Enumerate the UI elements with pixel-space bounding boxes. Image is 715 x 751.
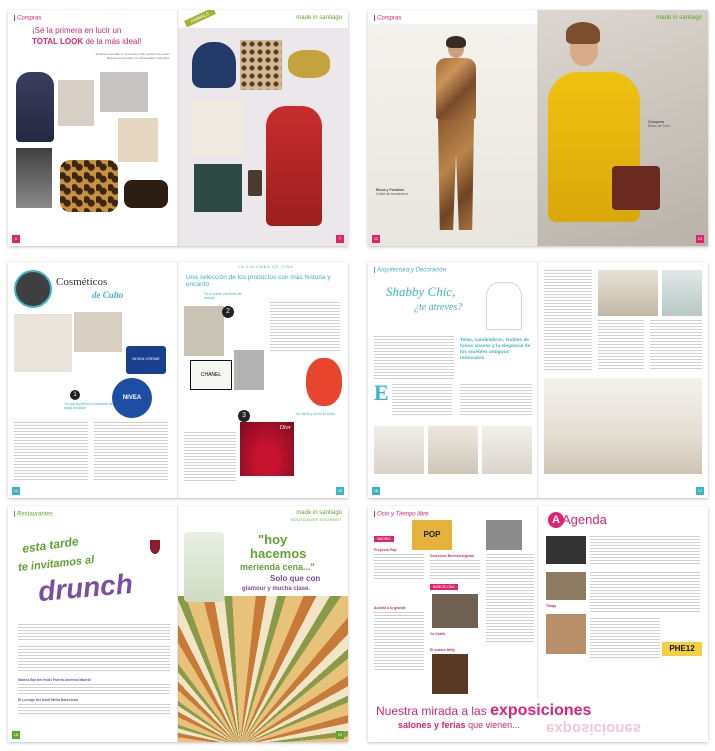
item-1-text	[374, 554, 424, 580]
page-number: 16	[373, 488, 379, 493]
headline-1: esta tarde	[21, 534, 80, 556]
body-text-col3	[544, 270, 592, 370]
red-eagle-dress-photo	[266, 106, 322, 226]
section-label: Compras	[14, 15, 41, 22]
intro-text	[18, 624, 170, 640]
headline-line1: ¡Sé la primera en lucir un	[32, 26, 122, 35]
dress-photo	[16, 72, 54, 142]
exhibit-photo-2	[546, 572, 586, 600]
skull-painting	[432, 654, 468, 694]
subtitle: Una selección de los productos con más historia y encanto	[186, 274, 331, 288]
spread1-right-page	[178, 10, 348, 246]
exhibit-photo-1	[546, 536, 586, 564]
brand-label: made in santiago	[296, 510, 342, 516]
banner-line2: salones y ferias que vienen...	[398, 720, 520, 730]
shoes-photo	[124, 180, 168, 208]
spread3-left-page	[8, 262, 178, 498]
venue-2: El Lounge del hotel Melia Barcelona	[18, 698, 78, 702]
quote-line-2: hacemos	[250, 546, 307, 561]
caption-left: Blusa y Pantalón Collar de Accesorize	[376, 188, 408, 196]
column-header: LA COLUMNA DE GINA	[238, 265, 294, 269]
section-label: Restaurantes	[14, 511, 53, 518]
page-number: 7	[336, 235, 344, 243]
drop-cap: E	[374, 380, 389, 405]
gutter-shadow	[537, 10, 539, 246]
page-number: 14	[13, 488, 19, 493]
room-photo-3	[482, 426, 532, 474]
quote-line-1: "hoy	[258, 532, 288, 547]
model-hair	[566, 22, 600, 44]
paisley-blouse	[436, 58, 476, 120]
chanel-bottle	[190, 360, 232, 390]
body-text	[18, 646, 170, 672]
badge-2: 2	[222, 306, 234, 318]
page-number: 15	[337, 488, 343, 493]
spread5-right-page	[178, 506, 348, 742]
dior-label: Dior	[279, 425, 291, 431]
owl-bag-photo	[192, 42, 236, 88]
chanel-label: CHANEL	[200, 372, 222, 378]
item-2-text	[430, 560, 480, 580]
elephant-necklace-photo	[288, 50, 330, 78]
spread-agenda-exposiciones	[368, 506, 708, 742]
intro-text	[374, 336, 454, 380]
badge-1: 1	[70, 390, 80, 400]
skirt-photo	[16, 148, 52, 208]
badge-3: 3	[238, 410, 250, 422]
chanel-portrait	[234, 350, 264, 390]
spread-compras-total-look	[8, 10, 348, 246]
garnish-photo	[184, 532, 224, 602]
headline-2: te invitamos al	[17, 554, 95, 574]
item-2: Colección Bermejoregister	[430, 554, 475, 558]
spread-restaurantes-drunch	[8, 506, 348, 742]
intro-text: Sedimos a la calle en busca del outfit perfecto de otoño. Buscamos prendas con estampados originales.	[95, 52, 170, 60]
title-line2: ¿te atreves?	[414, 302, 463, 313]
quote-line-3: merienda cena..."	[240, 562, 315, 572]
model-hair	[446, 36, 466, 48]
title-line1: Shabby Chic,	[386, 284, 456, 299]
brand-sub: NOVEDADES GOURMET	[290, 518, 342, 522]
portrait-circle	[14, 270, 52, 308]
spread-cosmeticos-de-culto	[8, 262, 348, 498]
page-number: 17	[697, 488, 703, 493]
agenda-text-2	[590, 572, 700, 612]
shirt-photo	[118, 118, 158, 162]
nivea-tin-label: NIVEA CREME	[132, 356, 160, 361]
phe12-logo: PHE12	[662, 642, 702, 656]
exposiciones-banner	[368, 698, 708, 742]
nivea-round-label: NIVEA	[122, 395, 142, 401]
leopard-bag-photo	[60, 160, 118, 212]
vintage-ad-collage	[14, 314, 72, 372]
quote-2: Un labial y va en el fondo	[296, 412, 336, 416]
room-photo-1	[374, 426, 424, 474]
spread4-right-page	[538, 262, 708, 498]
room-photo-2	[428, 426, 478, 474]
item-3-text	[374, 612, 424, 672]
sweater-photo	[100, 72, 148, 112]
madrid-label: MADRID	[374, 536, 394, 542]
nivea-tin	[126, 346, 166, 374]
gutter-shadow	[177, 506, 179, 742]
bw-photo-1	[486, 520, 522, 550]
body-text-col1	[392, 384, 452, 416]
animals-tag: ANIMALS	[184, 10, 216, 27]
page-number: 18	[13, 732, 19, 737]
gutter-shadow	[537, 262, 539, 498]
item-5: El cráneo Helly	[430, 648, 456, 652]
title-main: Cosméticos	[56, 276, 108, 288]
chair-sketch	[486, 282, 522, 330]
quote-1: Tu el primer perfume del mundo	[204, 292, 242, 300]
section-label: Ocio y Tiempo libre	[374, 511, 429, 518]
body-text-col4	[184, 432, 236, 482]
red-hair-illustration	[306, 358, 342, 406]
headline-3: drunch	[36, 567, 135, 608]
quote-line-4: Solo que con	[270, 574, 321, 583]
body-text-col1	[14, 422, 88, 482]
sphinx-poster	[184, 306, 224, 356]
dior-lipstick-photo	[240, 422, 294, 476]
spread4-left-page	[368, 262, 538, 498]
title-script: de Culto	[92, 290, 124, 300]
vintage-ad-2	[74, 312, 122, 352]
brand-label: made in santiago	[296, 15, 342, 21]
quote-line-5: glamour y mucha clase.	[242, 586, 311, 592]
exhibit-photo-3	[546, 614, 586, 654]
caption-right: Chaqueta Bolso de Tous	[648, 120, 670, 128]
badge1-caption: Ya que la primera hidratante de larga duración	[64, 402, 113, 410]
section-label: Compras	[374, 15, 401, 22]
living-room-photo	[544, 378, 702, 474]
body-text-col2	[94, 422, 168, 482]
cardigan-photo	[58, 80, 94, 126]
body-text-col5	[650, 320, 702, 370]
spread-compras-fashion	[368, 10, 708, 246]
agenda-text-1	[590, 536, 700, 566]
brown-handbag	[612, 166, 660, 210]
tshirt-photo	[194, 164, 242, 212]
gutter-shadow	[177, 262, 179, 498]
agenda-letter-circle: A	[548, 512, 564, 528]
dresser-photo	[598, 270, 658, 316]
page-number: 6	[12, 235, 20, 243]
brand-label: made in santiago	[656, 15, 702, 21]
pop-exhibit-photo	[412, 520, 452, 550]
spread3-right-page	[178, 262, 348, 498]
banner-shadow-word: exposiciones	[546, 720, 642, 737]
portrait-photo	[432, 594, 478, 628]
spread2-left-page	[368, 10, 538, 246]
banner-line1: Nuestra mirada a las exposiciones	[376, 702, 592, 719]
body-text-col3	[270, 302, 340, 352]
agenda-title: Agenda	[562, 512, 607, 527]
body-text-col4	[598, 320, 644, 370]
page-number: 13	[697, 236, 703, 241]
venue-2-text	[18, 704, 170, 716]
spread1-left-page	[8, 10, 178, 246]
wine-glass-icon	[150, 540, 160, 554]
food-platter-photo	[178, 596, 348, 742]
bird-print-top-photo	[192, 100, 244, 156]
phone-case-photo	[248, 170, 262, 196]
agenda-text-3	[590, 618, 660, 658]
item-4: Yo Grafis	[430, 632, 446, 636]
nivea-round-tin	[112, 378, 152, 418]
headline-line2: TOTAL LOOK de la más ideal!	[32, 37, 142, 46]
body-text-col3	[486, 554, 534, 644]
spread-shabby-chic	[368, 262, 708, 498]
venue-1: Marina Bar del Hotel Puerta América Madrid	[18, 678, 91, 682]
body-text-col2	[460, 384, 532, 416]
page-number: 19	[337, 732, 343, 737]
spread2-right-page	[538, 10, 708, 246]
page-number: 12	[373, 236, 379, 241]
gutter-shadow	[177, 10, 179, 246]
item-1: Proyecto Pop	[374, 548, 397, 552]
spread5-left-page	[8, 506, 178, 742]
gutter-shadow	[537, 506, 539, 698]
item-6: Tinaja	[546, 604, 557, 608]
venue-1-text	[18, 684, 170, 694]
barcelona-label: BARCELONA	[430, 584, 458, 590]
pull-quote: Telas, candelabros, textiles de tonos suaves y la elegancia de los muebles antiguos renovados	[460, 338, 531, 361]
item-3: Austria a lo grande	[374, 606, 406, 610]
cabinet-photo	[662, 270, 702, 316]
pop-sign-label: POP	[423, 530, 441, 539]
leopard-shirt-photo	[240, 40, 282, 90]
section-label: Arquitectura y Decoración	[374, 267, 446, 274]
